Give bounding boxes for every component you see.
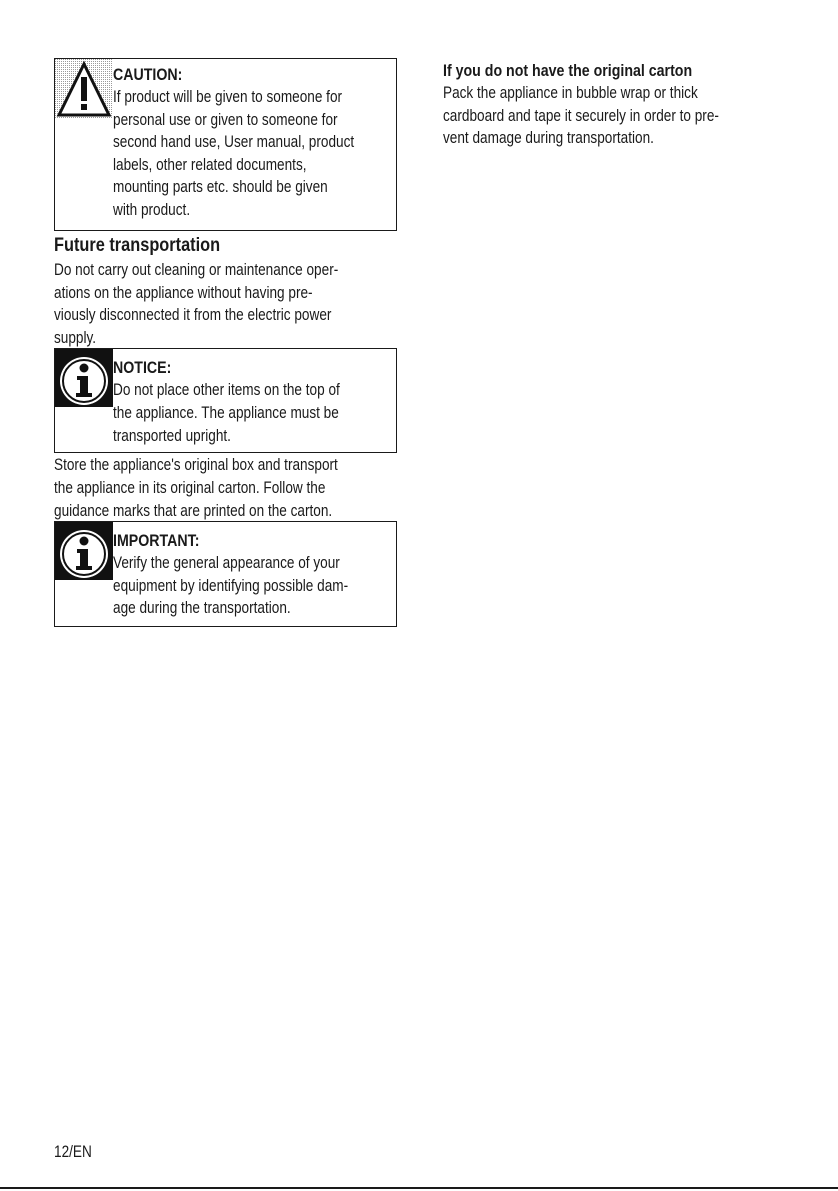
caution-line: If product will be given to someone for — [113, 87, 343, 106]
section-heading: If you do not have the original carton — [443, 62, 693, 80]
important-box — [54, 521, 397, 627]
paragraph-line: vent damage during transportation. — [443, 128, 654, 148]
section-heading: Future transportation — [54, 235, 221, 256]
paragraph-line: guidance marks that are printed on the carton. — [54, 500, 333, 520]
info-icon — [55, 349, 113, 407]
important-line: age during the transportation. — [113, 598, 291, 618]
paragraph-line: cardboard and tape it securely in order to pre- — [443, 105, 719, 125]
notice-line: the appliance. The appliance must be — [113, 402, 339, 422]
caution-line: second hand use, User manual, product — [113, 132, 355, 152]
bottom-divider — [0, 1187, 838, 1189]
caution-title: CAUTION: — [113, 66, 183, 84]
future-transport-section — [54, 233, 397, 349]
paragraph-line: viously disconnected it from the electric power — [54, 305, 332, 325]
left-column — [54, 58, 397, 627]
caution-line: with product. — [113, 199, 191, 219]
caution-box — [54, 58, 397, 231]
no-carton-section — [443, 58, 783, 150]
store-paragraph — [54, 454, 397, 522]
notice-title: NOTICE: — [113, 359, 172, 378]
paragraph-line: the appliance in its original carton. Follow the — [54, 477, 326, 497]
important-line: equipment by identifying possible dam- — [113, 575, 349, 595]
important-title: IMPORTANT: — [113, 532, 200, 551]
page-number: 12/EN — [54, 1142, 92, 1161]
paragraph-line: supply. — [54, 327, 97, 347]
paragraph-line: Store the appliance's original box and transport — [54, 455, 338, 475]
notice-line: transported upright. — [113, 425, 231, 445]
info-icon — [55, 522, 113, 580]
paragraph-line: ations on the appliance without having pre- — [54, 282, 313, 302]
right-column — [443, 58, 783, 150]
caution-line: labels, other related documents, — [113, 154, 307, 174]
caution-line: mounting parts etc. should be given — [113, 177, 328, 197]
caution-line: personal use or given to someone for — [113, 109, 338, 129]
warning-triangle-icon — [55, 59, 113, 119]
notice-line: Do not place other items on the top of — [113, 380, 340, 400]
important-line: Verify the general appearance of your — [113, 553, 340, 573]
notice-box — [54, 348, 397, 453]
paragraph-line: Pack the appliance in bubble wrap or thick — [443, 83, 698, 102]
paragraph-line: Do not carry out cleaning or maintenance oper- — [54, 260, 339, 279]
